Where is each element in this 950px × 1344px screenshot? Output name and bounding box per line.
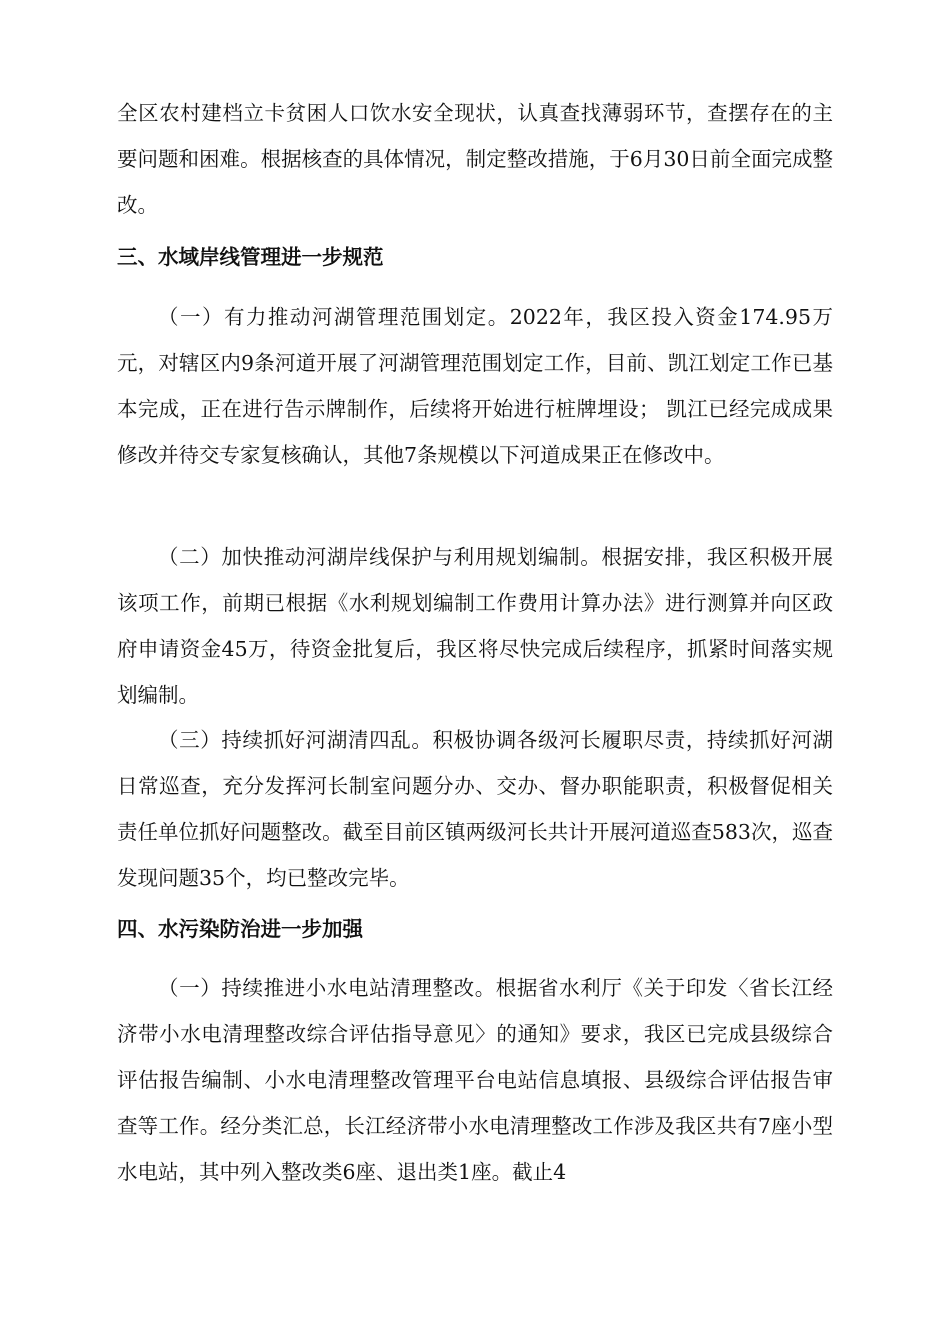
paragraph-intro-continued: 全区农村建档立卡贫困人口饮水安全现状，认真查找薄弱环节，查摆存在的主要问题和困难。根据核查的具体情况，制定整改措施，于6月30日前全面完成整改。 <box>117 101 833 217</box>
paragraph-3-2: （二）加快推动河湖岸线保护与利用规划编制。根据安排，我区积极开展该项工作，前期已根据《水利规划编制工作费用计算办法》进行测算并向区政府申请资金45万，待资金批复后，我区将尽快完成后续程序，抓紧时间落实规划编制。 <box>117 545 833 707</box>
section-heading-4: 四、水污染防治进一步加强 <box>117 917 363 941</box>
paragraph-3-1: （一）有力推动河湖管理范围划定。2022年，我区投入资金174.95万元，对辖区内9条河道开展了河湖管理范围划定工作，目前、凯江划定工作已基本完成，正在进行告示牌制作，后续将开始进行桩牌埋设； 凯江已经完成成果修改并待交专家复核确认，其他7条规模以下河道成果正在修改中。 <box>117 305 833 467</box>
section-heading-3: 三、水域岸线管理进一步规范 <box>117 245 384 269</box>
paragraph-3-3: （三）持续抓好河湖清四乱。积极协调各级河长履职尽责，持续抓好河湖日常巡查，充分发挥河长制室问题分办、交办、督办职能职责，积极督促相关责任单位抓好问题整改。截至目前区镇两级河长共计开展河道巡查583次，巡查发现问题35个，均已整改完毕。 <box>117 728 833 890</box>
paragraph-4-1: （一）持续推进小水电站清理整改。根据省水利厅《关于印发〈省长江经济带小水电清理整改综合评估指导意见〉的通知》要求，我区已完成县级综合评估报告编制、小水电清理整改管理平台电站信息填报、县级综合评估报告审查等工作。经分类汇总，长江经济带小水电清理整改工作涉及我区共有7座小型水电站，其中列入整改类6座、退出类1座。截止4 <box>117 976 833 1184</box>
